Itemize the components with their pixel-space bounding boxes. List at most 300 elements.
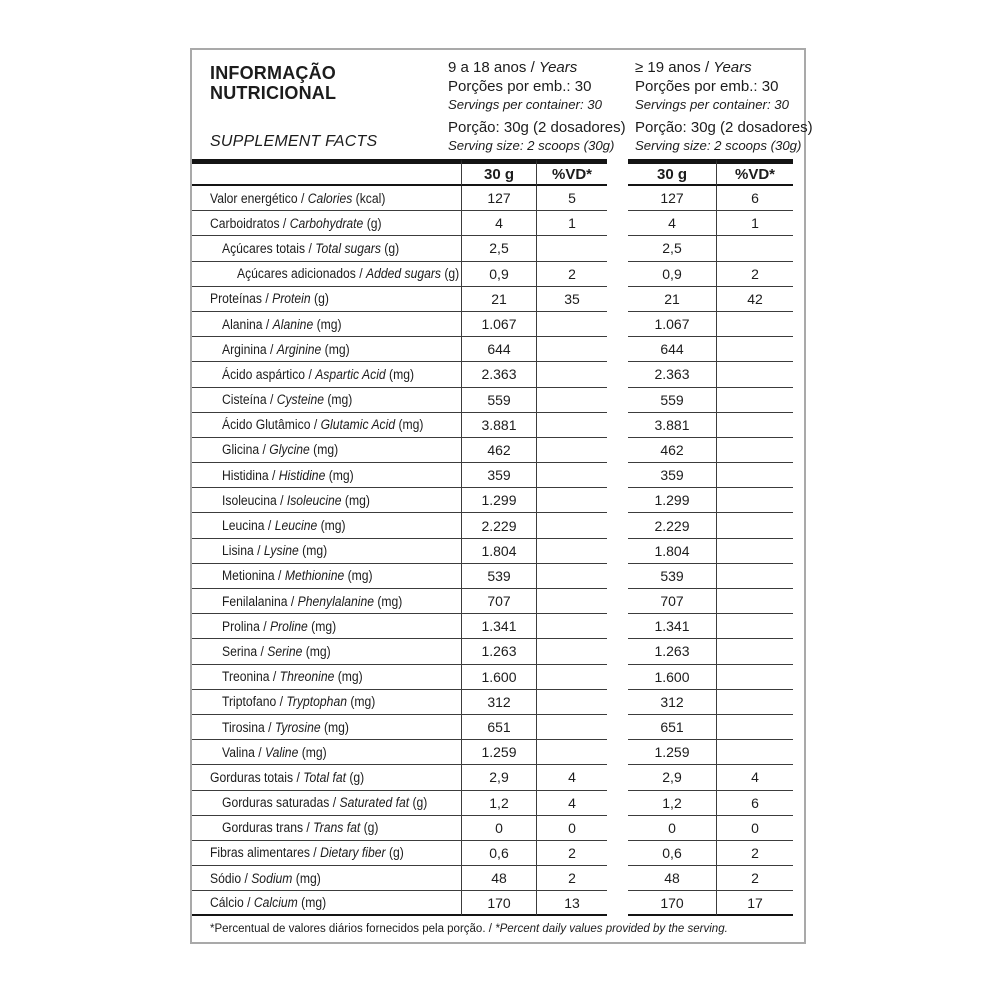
nutrient-label-cell	[192, 891, 462, 916]
dv-group1-cell	[537, 513, 607, 538]
amount-group1-cell: 127	[462, 186, 537, 211]
dv-group1-cell	[537, 312, 607, 337]
nutrient-name-pt: Fibras alimentares /	[210, 845, 321, 861]
nutrient-name-pt: Fenilalanina /	[222, 593, 298, 609]
nutrient-name-pt: Histidina /	[222, 467, 279, 483]
table-row	[192, 816, 793, 841]
column-gap	[607, 488, 628, 513]
nutrient-name-en: Threonine	[279, 669, 335, 685]
amount-group1-cell: 0	[462, 816, 537, 841]
nutrient-label-cell	[192, 211, 462, 236]
amount-group1-cell: 1.299	[462, 488, 537, 513]
dv-group1-cell	[537, 488, 607, 513]
nutrient-label-cell	[192, 841, 462, 866]
amount-group2-cell: 1.299	[628, 488, 717, 513]
nutrient-name-en: Valine	[265, 744, 299, 760]
amount-group1-cell: 559	[462, 388, 537, 413]
nutrient-name-pt: Açúcares totais /	[222, 240, 316, 256]
dv-group2-cell	[717, 463, 793, 488]
table-row	[192, 539, 793, 564]
amount-group1-cell: 1.067	[462, 312, 537, 337]
table-row	[192, 312, 793, 337]
nutrient-label-cell	[192, 639, 462, 664]
amount-group2-cell: 462	[628, 438, 717, 463]
amount-group2-cell: 559	[628, 388, 717, 413]
table-row	[192, 287, 793, 312]
table-row	[192, 690, 793, 715]
table-row	[192, 211, 793, 236]
dv-group1-cell	[537, 337, 607, 362]
nutrient-unit: (mg)	[344, 568, 373, 584]
dv-group2-cell	[717, 665, 793, 690]
footnote-en: *Percent daily values provided by the serving.	[495, 923, 728, 935]
nutrient-label-cell	[192, 539, 462, 564]
dv-group1-cell	[537, 539, 607, 564]
age-range	[635, 58, 813, 77]
dv-group2-cell	[717, 388, 793, 413]
dv-group2-cell	[717, 438, 793, 463]
header-dv-group2: %VD*	[717, 159, 793, 186]
table-row	[192, 513, 793, 538]
dv-group1-cell	[537, 715, 607, 740]
servings-per-container-en: Servings per container: 30	[448, 97, 602, 112]
nutrient-name-en: Tyrosine	[274, 719, 321, 735]
nutrient-label-cell	[192, 388, 462, 413]
nutrient-name-en: Added sugars	[366, 266, 441, 282]
column-gap	[607, 262, 628, 287]
amount-group1-cell: 707	[462, 589, 537, 614]
amount-group1-cell: 2.363	[462, 362, 537, 387]
nutrient-name-pt: Ácido aspártico /	[222, 366, 316, 382]
nutrient-unit: (mg)	[334, 669, 363, 685]
dv-group2-cell	[717, 362, 793, 387]
amount-group1-cell: 2.229	[462, 513, 537, 538]
nutrient-name-en: Isoleucine	[286, 492, 342, 508]
header-amount-group2: 30 g	[628, 159, 717, 186]
amount-group1-cell: 0,6	[462, 841, 537, 866]
table-row	[192, 665, 793, 690]
nutrient-name-pt: Ácido Glutâmico /	[222, 417, 321, 433]
column-gap	[607, 791, 628, 816]
header-dv-group1: %VD*	[537, 159, 607, 186]
table-row	[192, 413, 793, 438]
column-gap	[607, 539, 628, 564]
table-row	[192, 388, 793, 413]
nutrient-name-pt: Carboidratos /	[210, 215, 290, 231]
column-gap	[607, 287, 628, 312]
column-gap	[607, 236, 628, 261]
dv-group2-cell	[717, 614, 793, 639]
nutrient-name-pt: Proteínas /	[210, 291, 273, 307]
nutrient-name-en: Saturated fat	[339, 795, 410, 811]
nutrient-name-en: Alanine	[272, 316, 314, 332]
serving-size-en: Serving size: 2 scoops (30g)	[635, 138, 802, 153]
dv-group1-cell	[537, 438, 607, 463]
nutrient-name-en: Sodium	[251, 870, 293, 886]
nutrient-unit: (mg)	[325, 467, 354, 483]
dv-group1-cell	[537, 388, 607, 413]
amount-group1-cell: 170	[462, 891, 537, 916]
nutrient-name-pt: Sódio /	[210, 870, 252, 886]
amount-group2-cell: 312	[628, 690, 717, 715]
dv-group1-cell: 2	[537, 262, 607, 287]
table-row	[192, 866, 793, 891]
label-subtitle: SUPPLEMENT FACTS	[210, 133, 378, 150]
nutrient-name-pt: Glicina /	[222, 442, 270, 458]
nutrient-unit: (mg)	[298, 543, 328, 559]
amount-group2-cell: 1.067	[628, 312, 717, 337]
label-title-line1: INFORMAÇÃO	[210, 63, 336, 83]
dv-group1-cell	[537, 564, 607, 589]
nutrient-name-pt: Gorduras saturadas /	[222, 795, 340, 811]
nutrient-name-pt: Triptofano /	[222, 694, 287, 710]
nutrient-name-en: Cysteine	[276, 392, 324, 408]
nutrient-unit: (mg)	[307, 618, 337, 634]
amount-group2-cell: 2.229	[628, 513, 717, 538]
amount-group2-cell: 651	[628, 715, 717, 740]
nutrient-label-cell	[192, 765, 462, 790]
table-row	[192, 463, 793, 488]
column-gap	[607, 413, 628, 438]
nutrient-name-pt: Serina /	[222, 643, 268, 659]
nutrient-unit: (mg)	[317, 518, 346, 534]
nutrient-unit: (mg)	[374, 593, 403, 609]
nutrient-label-cell	[192, 312, 462, 337]
table-row	[192, 841, 793, 866]
amount-group1-cell: 1.804	[462, 539, 537, 564]
nutrient-name-en: Protein	[272, 291, 311, 307]
dv-group1-cell	[537, 614, 607, 639]
nutrient-unit: (mg)	[346, 694, 376, 710]
table-row	[192, 488, 793, 513]
dv-group2-cell: 6	[717, 186, 793, 211]
dv-group1-cell	[537, 665, 607, 690]
dv-group1-cell	[537, 740, 607, 765]
dv-group1-cell	[537, 589, 607, 614]
amount-group1-cell: 2,9	[462, 765, 537, 790]
column-gap	[607, 765, 628, 790]
amount-group2-cell: 3.881	[628, 413, 717, 438]
column-gap	[607, 614, 628, 639]
serving-size-pt: Porção: 30g (2 dosadores)	[635, 119, 813, 136]
age-range-en: Years	[713, 59, 752, 76]
amount-group1-cell: 651	[462, 715, 537, 740]
nutrient-name-pt: Arginina /	[222, 341, 277, 357]
dv-group1-cell: 35	[537, 287, 607, 312]
nutrient-name-en: Calories	[307, 190, 353, 206]
servings-per-container-en: Servings per container: 30	[635, 97, 789, 112]
nutrient-name-en: Glutamic Acid	[320, 417, 396, 433]
nutrient-label-cell	[192, 287, 462, 312]
servings-per-container-pt: Porções por emb.: 30	[635, 78, 779, 95]
nutrient-name-pt: Tirosina /	[222, 719, 275, 735]
nutrient-name-pt: Metionina /	[222, 568, 285, 584]
nutrient-label-cell	[192, 513, 462, 538]
age-range-en: Years	[538, 59, 578, 76]
nutrient-name-pt: Gorduras trans /	[222, 820, 314, 836]
age-range-pt: ≥ 19 anos /	[635, 59, 714, 76]
dv-group1-cell: 4	[537, 791, 607, 816]
amount-group2-cell: 1,2	[628, 791, 717, 816]
nutrient-unit: (kcal)	[352, 190, 386, 206]
dv-group2-cell	[717, 513, 793, 538]
column-gap	[607, 665, 628, 690]
dv-group2-cell: 2	[717, 262, 793, 287]
column-gap	[607, 388, 628, 413]
column-gap	[607, 211, 628, 236]
column-gap	[607, 891, 628, 916]
amount-group1-cell: 2,5	[462, 236, 537, 261]
serving-size-en: Serving size: 2 scoops (30g)	[448, 138, 615, 153]
serving-info-group1	[448, 58, 626, 154]
table-header-row	[192, 159, 793, 186]
table-row	[192, 362, 793, 387]
header-gap-cell	[607, 159, 628, 186]
amount-group1-cell: 1,2	[462, 791, 537, 816]
dv-group2-cell	[717, 488, 793, 513]
header-empty-cell	[192, 159, 462, 186]
column-gap	[607, 564, 628, 589]
nutrient-unit: (g)	[440, 266, 460, 282]
nutrient-label-cell	[192, 438, 462, 463]
dv-group1-cell	[537, 236, 607, 261]
nutrient-name-en: Arginine	[276, 341, 322, 357]
nutrient-unit: (mg)	[320, 719, 349, 735]
nutrient-label-cell	[192, 337, 462, 362]
nutrient-unit: (g)	[363, 215, 382, 231]
amount-group2-cell: 644	[628, 337, 717, 362]
nutrient-name-en: Dietary fiber	[320, 845, 386, 861]
amount-group1-cell: 3.881	[462, 413, 537, 438]
serving-info-group2	[635, 58, 813, 154]
column-gap	[607, 337, 628, 362]
amount-group2-cell: 127	[628, 186, 717, 211]
dv-group2-cell: 1	[717, 211, 793, 236]
dv-group1-cell: 5	[537, 186, 607, 211]
nutrient-name-en: Total fat	[303, 769, 346, 785]
label-title-line2: NUTRICIONAL	[210, 83, 337, 103]
nutrient-name-en: Calcium	[253, 895, 298, 911]
nutrient-name-en: Trans fat	[313, 820, 361, 836]
nutrient-label-cell	[192, 715, 462, 740]
nutrient-label-cell	[192, 614, 462, 639]
nutrient-name-en: Carbohydrate	[289, 215, 364, 231]
nutrient-unit: (g)	[310, 291, 329, 307]
nutrient-name-pt: Lisina /	[222, 543, 264, 559]
dv-group2-cell	[717, 690, 793, 715]
label-title	[210, 63, 377, 103]
table-row	[192, 564, 793, 589]
nutrient-name-pt: Prolina /	[222, 618, 270, 634]
column-gap	[607, 513, 628, 538]
dv-group1-cell	[537, 362, 607, 387]
nutrient-name-en: Serine	[267, 643, 303, 659]
dv-group1-cell: 4	[537, 765, 607, 790]
amount-group1-cell: 4	[462, 211, 537, 236]
nutrition-table	[192, 159, 793, 916]
nutrient-label-cell	[192, 262, 462, 287]
dv-group1-cell: 1	[537, 211, 607, 236]
nutrient-label-cell	[192, 866, 462, 891]
table-row	[192, 438, 793, 463]
nutrient-unit: (g)	[360, 820, 379, 836]
nutrient-name-pt: Treonina /	[222, 669, 280, 685]
amount-group2-cell: 1.804	[628, 539, 717, 564]
amount-group1-cell: 644	[462, 337, 537, 362]
nutrient-unit: (g)	[345, 769, 365, 785]
table-row	[192, 262, 793, 287]
amount-group2-cell: 1.600	[628, 665, 717, 690]
nutrient-unit: (mg)	[323, 392, 353, 408]
nutrient-label-cell	[192, 186, 462, 211]
column-gap	[607, 186, 628, 211]
nutrient-label-cell	[192, 690, 462, 715]
column-gap	[607, 866, 628, 891]
amount-group2-cell: 4	[628, 211, 717, 236]
dv-group1-cell	[537, 413, 607, 438]
nutrition-label-card	[190, 48, 813, 944]
table-row	[192, 614, 793, 639]
column-gap	[607, 715, 628, 740]
amount-group2-cell: 0,6	[628, 841, 717, 866]
column-gap	[607, 816, 628, 841]
nutrient-unit: (mg)	[321, 341, 350, 357]
nutrient-name-pt: Valina /	[222, 744, 266, 760]
table-row	[192, 589, 793, 614]
column-gap	[607, 463, 628, 488]
nutrient-unit: (mg)	[341, 492, 370, 508]
dv-group2-cell	[717, 312, 793, 337]
dv-group1-cell	[537, 463, 607, 488]
nutrient-name-en: Glycine	[269, 442, 310, 458]
nutrient-unit: (g)	[385, 845, 404, 861]
amount-group1-cell: 1.600	[462, 665, 537, 690]
table-row	[192, 891, 793, 916]
dv-group2-cell: 17	[717, 891, 793, 916]
column-gap	[607, 841, 628, 866]
dv-group1-cell: 0	[537, 816, 607, 841]
amount-group1-cell: 539	[462, 564, 537, 589]
nutrient-name-en: Tryptophan	[286, 694, 347, 710]
nutrient-label-cell	[192, 740, 462, 765]
amount-group1-cell: 0,9	[462, 262, 537, 287]
table-row	[192, 639, 793, 664]
dv-group2-cell	[717, 413, 793, 438]
dv-group2-cell	[717, 639, 793, 664]
dv-group2-cell	[717, 337, 793, 362]
amount-group2-cell: 170	[628, 891, 717, 916]
nutrient-unit: (mg)	[385, 366, 415, 382]
dv-group2-cell: 2	[717, 866, 793, 891]
nutrient-label-cell	[192, 236, 462, 261]
nutrient-unit: (g)	[380, 240, 400, 256]
column-gap	[607, 438, 628, 463]
table-row	[192, 740, 793, 765]
column-gap	[607, 362, 628, 387]
nutrient-label-cell	[192, 413, 462, 438]
nutrient-unit: (mg)	[298, 744, 327, 760]
table-row	[192, 765, 793, 790]
dv-group2-cell	[717, 740, 793, 765]
dv-group1-cell: 2	[537, 841, 607, 866]
amount-group2-cell: 1.341	[628, 614, 717, 639]
servings-per-container-pt: Porções por emb.: 30	[448, 78, 592, 95]
nutrient-label-cell	[192, 362, 462, 387]
nutrient-name-en: Histidine	[278, 467, 326, 483]
nutrient-unit: (mg)	[302, 643, 331, 659]
nutrient-name-en: Total sugars	[315, 240, 381, 256]
age-range-pt: 9 a 18 anos /	[448, 59, 539, 76]
dv-group1-cell: 2	[537, 866, 607, 891]
dv-group1-cell	[537, 690, 607, 715]
nutrient-name-en: Methionine	[284, 568, 345, 584]
column-gap	[607, 690, 628, 715]
daily-value-footnote	[210, 922, 790, 936]
nutrient-label-cell	[192, 665, 462, 690]
amount-group1-cell: 21	[462, 287, 537, 312]
amount-group2-cell: 1.259	[628, 740, 717, 765]
nutrient-name-pt: Isoleucina /	[222, 492, 287, 508]
column-gap	[607, 312, 628, 337]
amount-group1-cell: 359	[462, 463, 537, 488]
nutrient-label-cell	[192, 564, 462, 589]
nutrient-name-pt: Cálcio /	[210, 895, 254, 911]
label-title-block	[210, 63, 377, 151]
nutrient-name-pt: Leucina /	[222, 518, 275, 534]
column-gap	[607, 639, 628, 664]
table-row	[192, 186, 793, 211]
nutrient-name-pt: Alanina /	[222, 316, 273, 332]
nutrient-unit: (g)	[409, 795, 428, 811]
nutrient-label-cell	[192, 589, 462, 614]
nutrient-name-pt: Valor energético /	[210, 190, 308, 206]
table-row	[192, 791, 793, 816]
nutrient-name-en: Leucine	[274, 518, 318, 534]
dv-group2-cell	[717, 539, 793, 564]
amount-group1-cell: 1.259	[462, 740, 537, 765]
serving-size-pt: Porção: 30g (2 dosadores)	[448, 119, 626, 136]
amount-group2-cell: 0,9	[628, 262, 717, 287]
table-row	[192, 236, 793, 261]
nutrient-name-en: Proline	[269, 618, 308, 634]
amount-group2-cell: 48	[628, 866, 717, 891]
dv-group2-cell	[717, 715, 793, 740]
amount-group1-cell: 312	[462, 690, 537, 715]
dv-group2-cell: 4	[717, 765, 793, 790]
amount-group1-cell: 48	[462, 866, 537, 891]
dv-group2-cell: 2	[717, 841, 793, 866]
header-amount-group1: 30 g	[462, 159, 537, 186]
nutrient-label-cell	[192, 791, 462, 816]
amount-group2-cell: 0	[628, 816, 717, 841]
nutrient-name-en: Aspartic Acid	[315, 366, 386, 382]
dv-group2-cell	[717, 589, 793, 614]
amount-group2-cell: 707	[628, 589, 717, 614]
dv-group2-cell	[717, 236, 793, 261]
dv-group1-cell	[537, 639, 607, 664]
nutrient-label-cell	[192, 488, 462, 513]
nutrient-unit: (mg)	[395, 417, 424, 433]
amount-group2-cell: 539	[628, 564, 717, 589]
amount-group2-cell: 1.263	[628, 639, 717, 664]
dv-group2-cell	[717, 564, 793, 589]
age-range	[448, 58, 626, 77]
amount-group2-cell: 359	[628, 463, 717, 488]
nutrient-label-cell	[192, 463, 462, 488]
nutrient-unit: (mg)	[313, 316, 342, 332]
dv-group2-cell: 0	[717, 816, 793, 841]
nutrient-name-en: Lysine	[263, 543, 299, 559]
